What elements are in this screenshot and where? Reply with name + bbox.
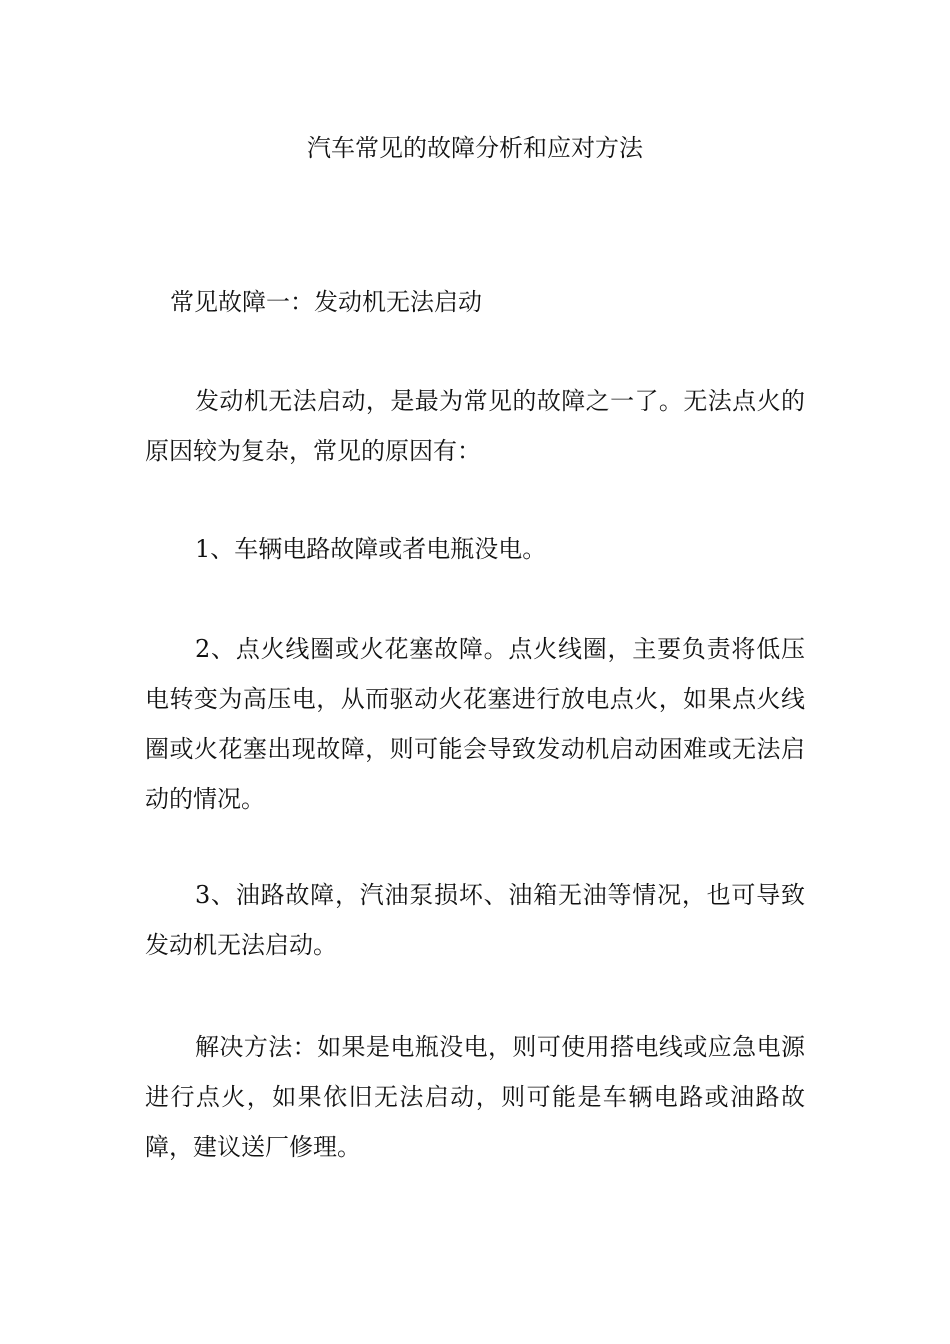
paragraph-solution: 解决方法：如果是电瓶没电，则可使用搭电线或应急电源进行点火，如果依旧无法启动，则可能是车辆电路或油路故障，建议送厂修理。 [145,1033,805,1161]
document-title: 汽车常见的故障分析和应对方法 [307,134,643,162]
paragraph-intro: 发动机无法启动，是最为常见的故障之一了。无法点火的原因较为复杂，常见的原因有： [145,387,805,465]
paragraph-cause-2: 2、点火线圈或火花塞故障。点火线圈，主要负责将低压电转变为高压电，从而驱动火花塞进行放电点火，如果点火线圈或火花塞出现故障，则可能会导致发动机启动困难或无法启动的情况。 [145,635,805,813]
paragraph-cause-1: 1、车辆电路故障或者电瓶没电。 [195,535,547,563]
paragraph-cause-3: 3、油路故障，汽油泵损坏、油箱无油等情况，也可导致发动机无法启动。 [145,881,805,959]
section-heading: 常见故障一：发动机无法启动 [170,288,482,316]
